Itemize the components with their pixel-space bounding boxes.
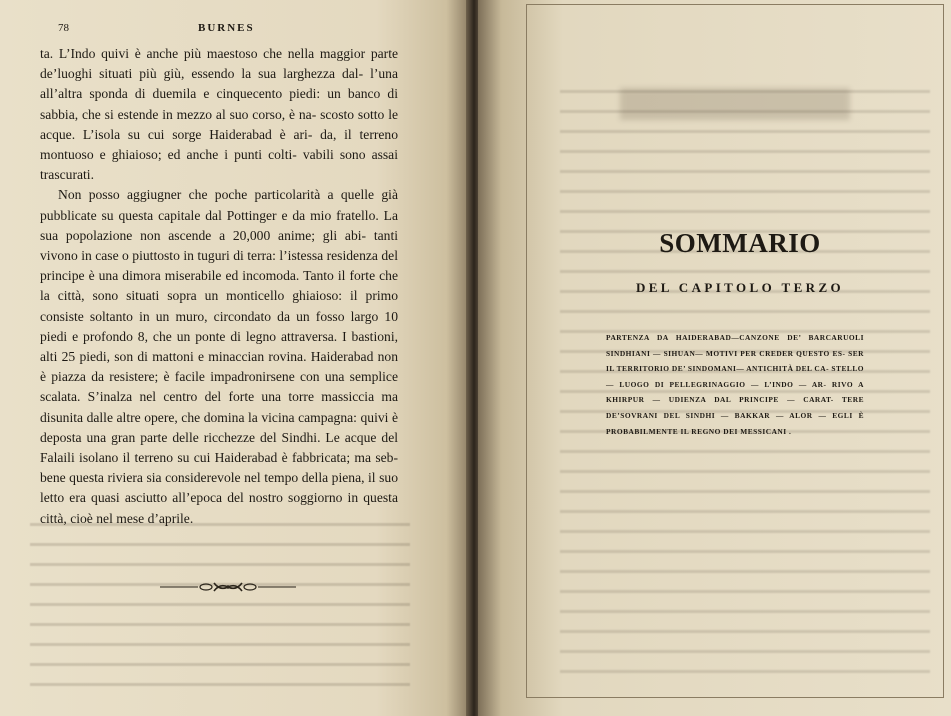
running-head (58, 22, 418, 38)
chapter-summary-heading: SOMMARIO (659, 228, 821, 258)
running-title: BURNES (198, 22, 255, 34)
bleed-through-text (30, 515, 410, 695)
paragraph-1: ta. L’Indo quivi è anche più maestoso che nella maggior parte de’luoghi situati più giù, essendo la sua larghezza dal- l’una all’altra sponda di duemila e cinquecento piedi: un banco di sabbia, che si estende in mezzo al suo corso, è na- scosto sotto le acque. L’isola su cui sorge Haiderabad è ari- da, il terreno montuoso e ghiaioso; ed anche i punti colti- vabili sono assai trascurati. (40, 46, 398, 183)
chapter-subheading: DEL CAPITOLO TERZO (635, 280, 845, 295)
ornament-divider-icon (158, 580, 298, 594)
body-text (40, 44, 398, 529)
left-page (0, 0, 470, 716)
chapter-summary-text: PARTENZA DA HAIDERABAD—CANZONE DE’ BARCARUOLI SINDHIANI — SIHUAN— MOTIVI PER CREDER QUESTO ES- SER IL TERRITORIO DE’ SINDOMANI— ANTICHITÀ DEL CA- STELLO — LUOGO DI PELLEGRINAGGIO — L’INDO — AR- RIVO A KHIRPUR — UDIENZA DAL PRINCIPE — CARAT- TERE DE’SOVRANI DEL SINDHI — BAKKAR — ALOR — EGLI È PROBABILMENTE IL REGNO DEI MESSICANI . (606, 333, 864, 436)
page-number: 78 (58, 22, 69, 34)
paragraph-2: Non posso aggiugner che poche particolarità a quelle già pubblicate su questa capitale dal Pottinger e da mio fratello. La sua popolazione non ascende a 20,000 anime; gli abi- tanti vivono in case o piuttosto in tuguri di terra: l’istessa residenza del principe è una dimora miserabile ed incomoda. Tanto il forte che la città, sono situati sopra un monticello ghiaioso: il primo consiste soltanto in un muro, circondato da un fosso largo 10 piedi e profondo 8, che un ponte di legno attraversa. I bastioni, alti 25 piedi, son di mattoni e minaccian rovina. Haiderabad non è piazza da resistere; è facile impadronirsene con una semplice scalata. S’inalza nel centro del forte una torre massiccia ma disunita dalle altre opere, che domina la vicina campagna: quivi è deposta una gran parte delle ricchezze del Sindhi. Le acque del Falaili isolano il terreno su cui Haiderabad è fabbricata; ma seb- bene questa riviera sia considerevole nel tempo della piena, il suo letto era quasi asciutto all’epoca del nostro soggiorno in questa città, cioè nel mese d’aprile. (40, 187, 398, 526)
